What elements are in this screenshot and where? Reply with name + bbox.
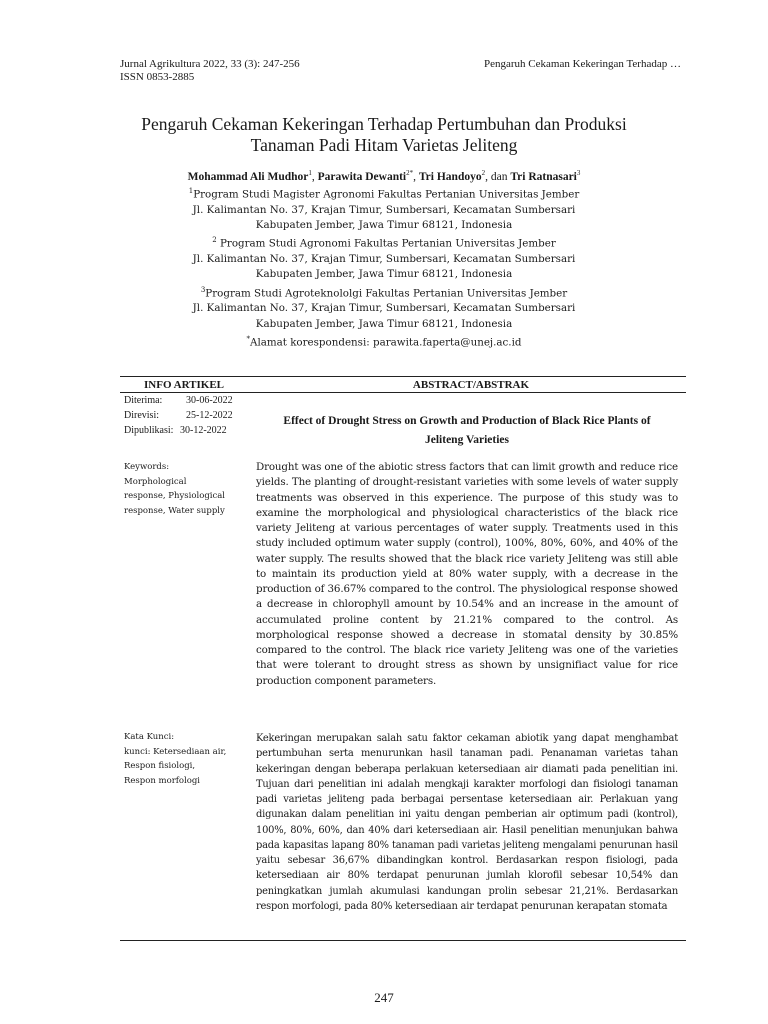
bottom-rule xyxy=(120,940,686,941)
running-title: Pengaruh Cekaman Kekeringan Terhadap … xyxy=(484,58,681,70)
correspondence-mark: * xyxy=(246,334,251,343)
author-mark: 3 xyxy=(576,169,581,177)
keyword-line: Morphological xyxy=(124,476,187,487)
correspondence-email: Alamat korespondensi: parawita.faperta@unej.ac.id xyxy=(250,336,522,349)
paper-title-line: Pengaruh Cekaman Kekeringan Terhadap Pertumbuhan dan Produksi xyxy=(141,114,627,134)
english-title-line: Jeliteng Varieties xyxy=(425,434,509,446)
issn: ISSN 0853-2885 xyxy=(120,71,195,83)
affiliation-mark: 2 xyxy=(212,236,217,245)
author-list xyxy=(60,166,708,184)
affiliation-institution xyxy=(60,233,708,252)
affiliation-address: Jl. Kalimantan No. 37, Krajan Timur, Sumbersari, Kecamatan Sumbersari xyxy=(192,253,576,266)
affiliation-institution-text: Program Studi Agronomi Fakultas Pertanian Universitas Jember xyxy=(216,237,556,250)
page-number: 247 xyxy=(374,990,394,1005)
affiliation-address: Kabupaten Jember, Jawa Timur 68121, Indonesia xyxy=(255,219,513,232)
affiliation-institution xyxy=(60,283,708,302)
author-mark: 2* xyxy=(406,169,414,177)
kata-kunci-line: Respon fisiologi, xyxy=(124,761,196,771)
date-label: Diterima: xyxy=(124,395,163,406)
kata-kunci xyxy=(124,730,249,788)
date-value: 30-12-2022 xyxy=(180,425,227,436)
keyword-line: response, Water supply xyxy=(124,505,225,516)
kata-kunci-label: Kata Kunci: xyxy=(124,732,175,742)
author-name: Parawita Dewanti xyxy=(317,170,407,183)
author-mark: 1 xyxy=(308,169,312,177)
affiliations xyxy=(60,184,708,351)
affiliation-address: Jl. Kalimantan No. 37, Krajan Timur, Sumbersari, Kecamatan Sumbersari xyxy=(192,203,576,216)
english-title xyxy=(256,412,678,450)
affiliation-mark: 3 xyxy=(200,285,206,294)
paper-title xyxy=(60,114,708,156)
author-separator: , xyxy=(413,170,419,183)
keywords-label: Keywords: xyxy=(124,462,170,472)
affiliation-address: Jl. Kalimantan No. 37, Krajan Timur, Sumbersari, Kecamatan Sumbersari xyxy=(192,302,576,315)
affiliation-institution xyxy=(60,184,708,203)
author-separator: , xyxy=(311,170,318,183)
keywords xyxy=(124,460,249,518)
affiliation-mark: 1 xyxy=(188,187,194,195)
author-name: Tri Ratnasari xyxy=(510,170,577,183)
date-label: Direvisi: xyxy=(124,410,159,421)
kata-kunci-line: Respon morfologi xyxy=(124,775,201,786)
kata-kunci-line: kunci: Ketersediaan air, xyxy=(124,746,227,757)
abstract-heading: ABSTRACT/ABSTRAK xyxy=(412,379,530,391)
author-name: Tri Handoyo xyxy=(418,170,482,183)
info-heading: INFO ARTIKEL xyxy=(144,379,224,391)
affiliation-institution-text: Program Studi Magister Agronomi Fakultas Pertanian Universitas Jember xyxy=(193,188,580,201)
author-separator: , dan xyxy=(485,170,511,183)
affiliation-institution-text: Program Studi Agroteknololgi Fakultas Pertanian Universitas Jember xyxy=(205,287,568,300)
header-rule xyxy=(120,392,686,393)
keyword-line: response, Physiological xyxy=(124,491,226,501)
date-value: 25-12-2022 xyxy=(186,410,233,421)
affiliation-address: Kabupaten Jember, Jawa Timur 68121, Indonesia xyxy=(255,317,513,330)
author-name: Mohammad Ali Mudhor xyxy=(187,170,309,183)
indonesian-abstract: Kekeringan merupakan salah satu faktor cekaman abiotik yang dapat menghambat pertumbuhan serta menurunkan hasil tanaman padi. Penanaman varietas tahan kekeringan dengan beberapa perlakuan ketersediaan air diamati pada penelitian ini. Tujuan dari penelitian ini adalah mengkaji karakter morfologi dan fisiologi tanaman padi varietas jeliteng pada berbagai persentase ketersediaan air. Perlakuan yang digunakan dalam penelitian ini yaitu dengan pemberian air optimum padi (kontrol), 100%, 80%, 60%, dan 40% dari ketersediaan air. Hasil penelitian menunjukan bahwa pada kapasitas lapang 80% tanaman padi varietas jeliteng mengalami penurunan hasil yaitu sebesar 36,67% dibandingkan kontrol. Berdasarkan respon fisiologi, pada ketersediaan air 80% terdapat penurunan jumlah klorofil sebesar 10,54% dan peningkatkan jumlah akumulasi kandungan prolin sebesar 21,21%. Berdasarkan respon morfologi, pada 80% ketersediaan air terdapat penurunan kerapatan stomata xyxy=(256,733,678,912)
english-abstract: Drought was one of the abiotic stress factors that can limit growth and reduce rice yields. The planting of drought-resistant varieties with some levels of water supply treatments was observed in this experience. The purpose of this study was to examine the morphological and physiological characteristics of the black rice variety Jeliteng at various percentages of water supply. Treatments used in this study included optimum water supply (control), 100%, 80%, 60%, and 40% of the water supply. The results showed that the black rice variety Jeliteng was still able to maintain its production yield at 80% water supply, with a decrease in the production of 36.67% compared to the control. The physiological response showed a decrease in chlorophyll amount by 10.54% and an increase in the amount of accumulated proline content by 21.21% compared to the control. As morphological response showed a decrease in stomatal density by 30.85% compared to the control. The black rice variety Jeliteng was one of the varieties that were tolerant to drought stress as shown by unsignifiact value for rice production component parameters. xyxy=(256,461,678,687)
date-value: 30-06-2022 xyxy=(186,395,233,406)
journal-citation: Jurnal Agrikultura 2022, 33 (3): 247-256 xyxy=(120,58,300,70)
date-label: Dipublikasi: xyxy=(124,425,174,436)
affiliation-address: Kabupaten Jember, Jawa Timur 68121, Indonesia xyxy=(255,268,513,281)
author-mark: 2 xyxy=(481,169,486,177)
english-title-line: Effect of Drought Stress on Growth and Production of Black Rice Plants of xyxy=(283,415,651,427)
correspondence xyxy=(60,332,708,351)
paper-title-line: Tanaman Padi Hitam Varietas Jeliteng xyxy=(250,135,518,155)
top-rule xyxy=(120,376,686,377)
